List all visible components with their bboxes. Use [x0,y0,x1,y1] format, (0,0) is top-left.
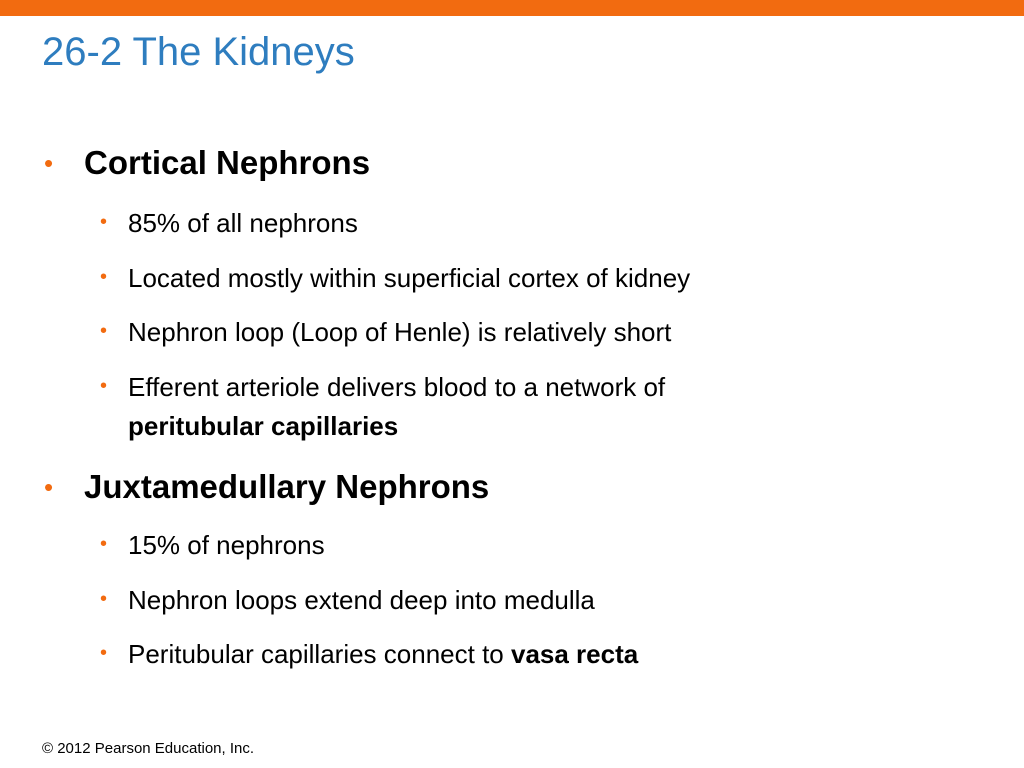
list-item [128,639,638,670]
bullet-icon: • [100,533,108,555]
list-item-text: Peritubular capillaries connect to [128,639,511,669]
copyright-footer: © 2012 Pearson Education, Inc. [42,740,255,757]
bullet-icon: • [100,211,108,233]
list-item: 85% of all nephrons [128,208,358,238]
list-item: Nephron loop (Loop of Henle) is relatively short [128,317,672,347]
bullet-icon: • [100,266,108,288]
bullet-icon: • [100,375,108,397]
bullet-icon: • [100,588,108,610]
bullet-icon: • [100,320,108,342]
list-item: Efferent arteriole delivers blood to a network of [128,372,666,402]
bullet-icon: • [100,642,108,664]
section-heading-juxtamedullary: Juxtamedullary Nephrons [84,468,490,505]
list-item-bold-term: vasa recta [510,639,639,669]
bullet-icon: • [44,148,54,178]
list-item: Nephron loops extend deep into medulla [128,585,595,615]
list-item: 15% of nephrons [128,530,325,560]
slide-title: 26-2 The Kidneys [42,30,355,74]
list-item: Located mostly within superficial cortex of kidney [128,263,691,293]
top-accent-bar [0,0,1024,16]
list-item-bold-term: peritubular capillaries [128,411,399,441]
section-heading-cortical: Cortical Nephrons [84,144,371,181]
bullet-icon: • [44,472,54,502]
